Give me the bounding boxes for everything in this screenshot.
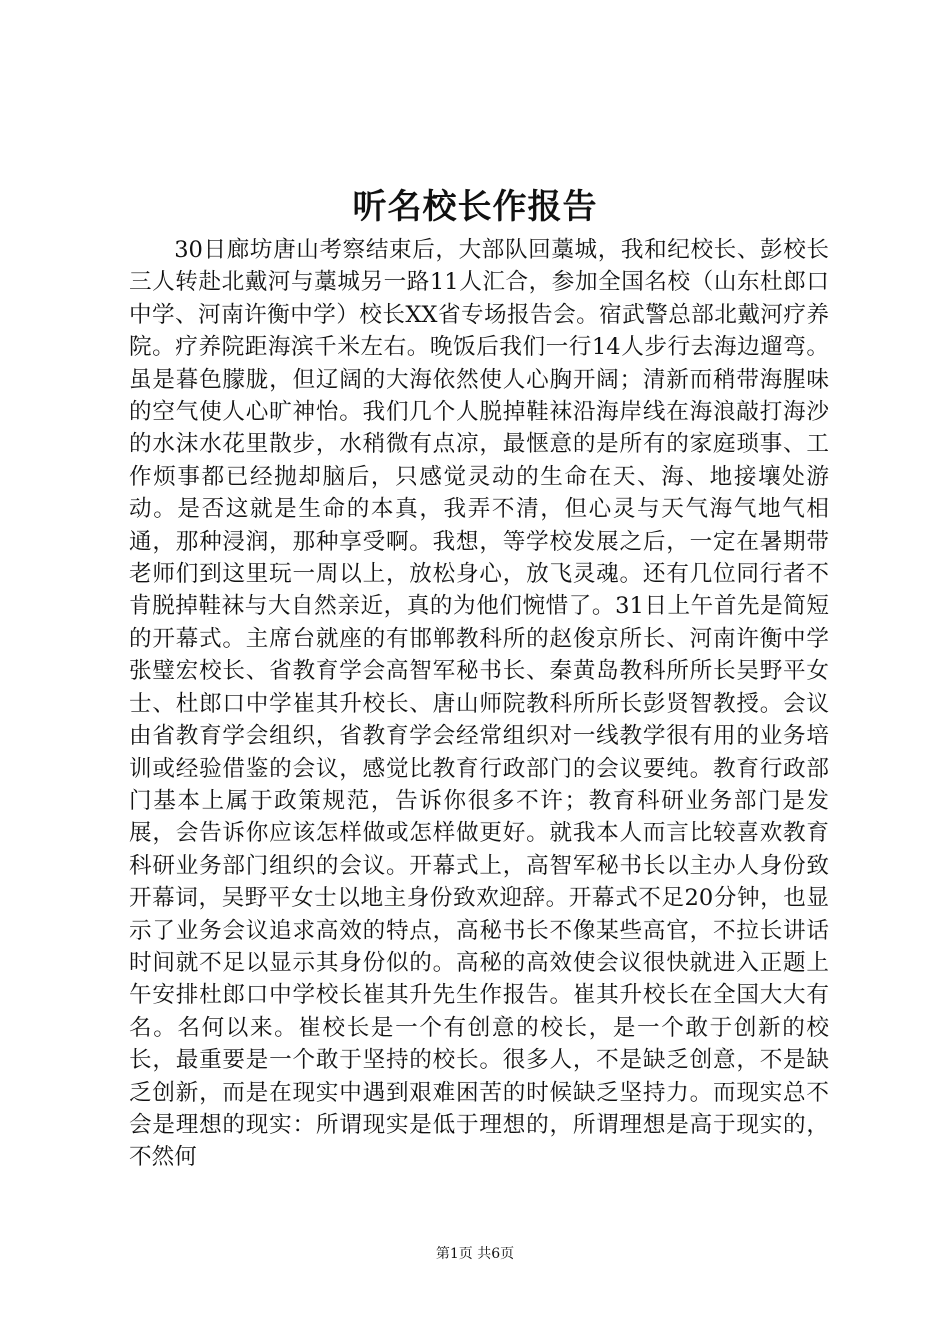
document-body-paragraph: 30日廊坊唐山考察结束后，大部队回藁城，我和纪校长、彭校长三人转赴北戴河与藁城另一路11人汇合，参加全国名校（山东杜郎口中学、河南许衡中学）校长XX省专场报告会。宿武警总部北戴河疗养院。疗养院距海滨千米左右。晚饭后我们一行14人步行去海边遛弯。虽是暮色朦胧，但辽阔的大海依然使人心胸开阔；清新而稍带海腥味的空气使人心旷神怡。我们几个人脱掉鞋袜沿海岸线在海浪敲打海沙的水沫水花里散步，水稍微有点凉，最惬意的是所有的家庭琐事、工作烦事都已经抛却脑后，只感觉灵动的生命在天、海、地接壤处游动。是否这就是生命的本真，我弄不清，但心灵与天气海气地气相通，那种浸润，那种享受啊。我想，等学校发展之后，一定在暑期带老师们到这里玩一周以上，放松身心，放飞灵魂。还有几位同行者不肯脱掉鞋袜与大自然亲近，真的为他们惋惜了。31日上午首先是简短的开幕式。主席台就座的有邯郸教科所的赵俊京所长、河南许衡中学张璧宏校长、省教育学会高智军秘书长、秦黄岛教科所所长吴野平女士、杜郎口中学崔其升校长、唐山师院教科所所长彭贤智教授。会议由省教育学会组织，省教育学会经常组织对一线教学很有用的业务培训或经验借鉴的会议，感觉比教育行政部门的会议要纯。教育行政部门基本上属于政策规范，告诉你很多不许；教育科研业务部门是发展，会告诉你应该怎样做或怎样做更好。就我本人而言比较喜欢教育科研业务部门组织的会议。开幕式上，高智军秘书长以主办人身份致开幕词，吴野平女士以地主身份致欢迎辞。开幕式不足20分钟，也显示了业务会议追求高效的特点，高秘书长不像某些高官，不拉长讲话时间就不足以显示其身份似的。高秘的高效使会议很快就进入正题上午安排杜郎口中学校长崔其升先生作报告。崔其升校长在全国大大有名。名何以来。崔校长是一个有创意的校长，是一个敢于创新的校长，最重要是一个敢于坚持的校长。很多人，不是缺乏创意，不是缺乏创新，而是在现实中遇到艰难困苦的时候缺乏坚持力。而现实总不会是理想的现实：所谓现实是低于理想的，所谓理想是高于现实的，不然何: [129, 237, 829, 1171]
document-title: 听名校长作报告: [352, 187, 598, 227]
page-footer: 第1页 共6页: [435, 1246, 515, 1262]
